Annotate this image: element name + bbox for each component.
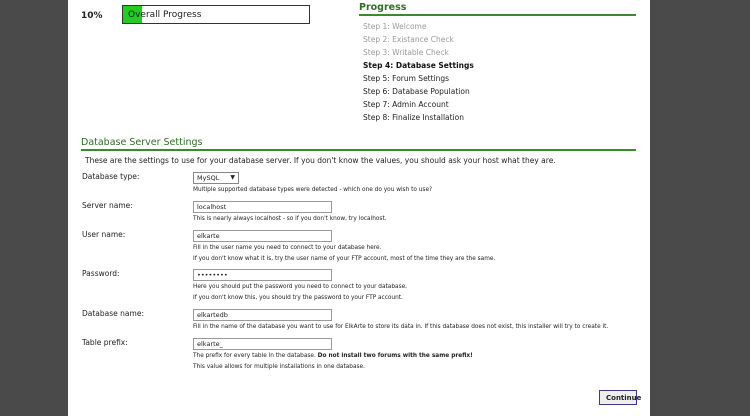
server-name-label: Server name: xyxy=(82,201,133,210)
table-prefix-label: Table prefix: xyxy=(82,338,128,347)
database-type-select[interactable] xyxy=(193,172,239,184)
database-type-field-col xyxy=(193,172,633,195)
step-item: Step 7: Admin Account xyxy=(363,100,449,109)
server-name-field-col xyxy=(193,201,633,224)
table-prefix-help xyxy=(193,351,633,361)
database-type-label: Database type: xyxy=(82,172,140,181)
step-item: Step 8: Finalize Installation xyxy=(363,113,464,122)
progress-title: Progress xyxy=(359,0,636,16)
user-name-label: User name: xyxy=(82,230,126,239)
password-help-2: If you don't know this, you should try the password to your FTP account. xyxy=(193,295,403,301)
table-prefix-help-2: This value allows for multiple installations in one database. xyxy=(193,364,365,370)
server-name-input[interactable] xyxy=(193,201,332,213)
step-item-current: Step 4: Database Settings xyxy=(363,61,474,70)
overall-percent: 10% xyxy=(81,11,103,21)
user-name-field-col xyxy=(193,230,633,264)
user-name-input[interactable] xyxy=(193,230,332,242)
table-prefix-input[interactable] xyxy=(193,338,332,350)
user-name-help-2: If you don't know what it is, try the user name of your FTP account, most of the time they are the same. xyxy=(193,256,496,262)
continue-button[interactable]: Continue xyxy=(599,390,637,405)
database-type-value: MySQL xyxy=(197,174,220,182)
user-name-help: Fill in the user name you need to connect to your database here. xyxy=(193,245,382,251)
password-input[interactable] xyxy=(193,269,332,281)
overall-progress xyxy=(81,5,297,25)
password-label: Password: xyxy=(82,269,120,278)
progress-panel xyxy=(359,0,636,124)
database-name-field-col xyxy=(193,309,633,332)
server-name-help: This is nearly always localhost - so if you don't know, try localhost. xyxy=(193,216,387,222)
overall-progress-bar xyxy=(122,5,310,24)
step-item: Step 2: Existance Check xyxy=(363,35,454,44)
database-type-help: Multiple supported database types were detected - which one do you wish to use? xyxy=(193,187,433,193)
section-intro: These are the settings to use for your database server. If you don't know the values, you should ask your host what they are. xyxy=(85,156,556,165)
overall-progress-label: Overall Progress xyxy=(128,10,202,20)
step-item: Step 5: Forum Settings xyxy=(363,74,450,83)
installer-page xyxy=(68,0,650,416)
dropdown-caret-icon: ▼ xyxy=(230,174,235,181)
password-help: Here you should put the password you need to connect to your database. xyxy=(193,284,408,290)
password-field-col xyxy=(193,269,633,303)
step-item: Step 6: Database Population xyxy=(363,87,470,96)
step-item: Step 3: Writable Check xyxy=(363,48,449,57)
section-title: Database Server Settings xyxy=(81,136,636,151)
step-list xyxy=(359,20,636,124)
database-name-label: Database name: xyxy=(82,309,144,318)
table-prefix-field-col xyxy=(193,338,633,372)
table-prefix-help-text: The prefix for every table in the database. xyxy=(193,353,318,359)
database-name-help: Fill in the name of the database you want to use for ElkArte to store its data in. If this database does not exist, this installer will try to create it. xyxy=(193,324,609,330)
table-prefix-warning: Do not install two forums with the same prefix! xyxy=(317,353,473,359)
step-item: Step 1: Welcome xyxy=(363,22,427,31)
database-name-input[interactable] xyxy=(193,309,332,321)
database-settings-section xyxy=(81,136,636,370)
